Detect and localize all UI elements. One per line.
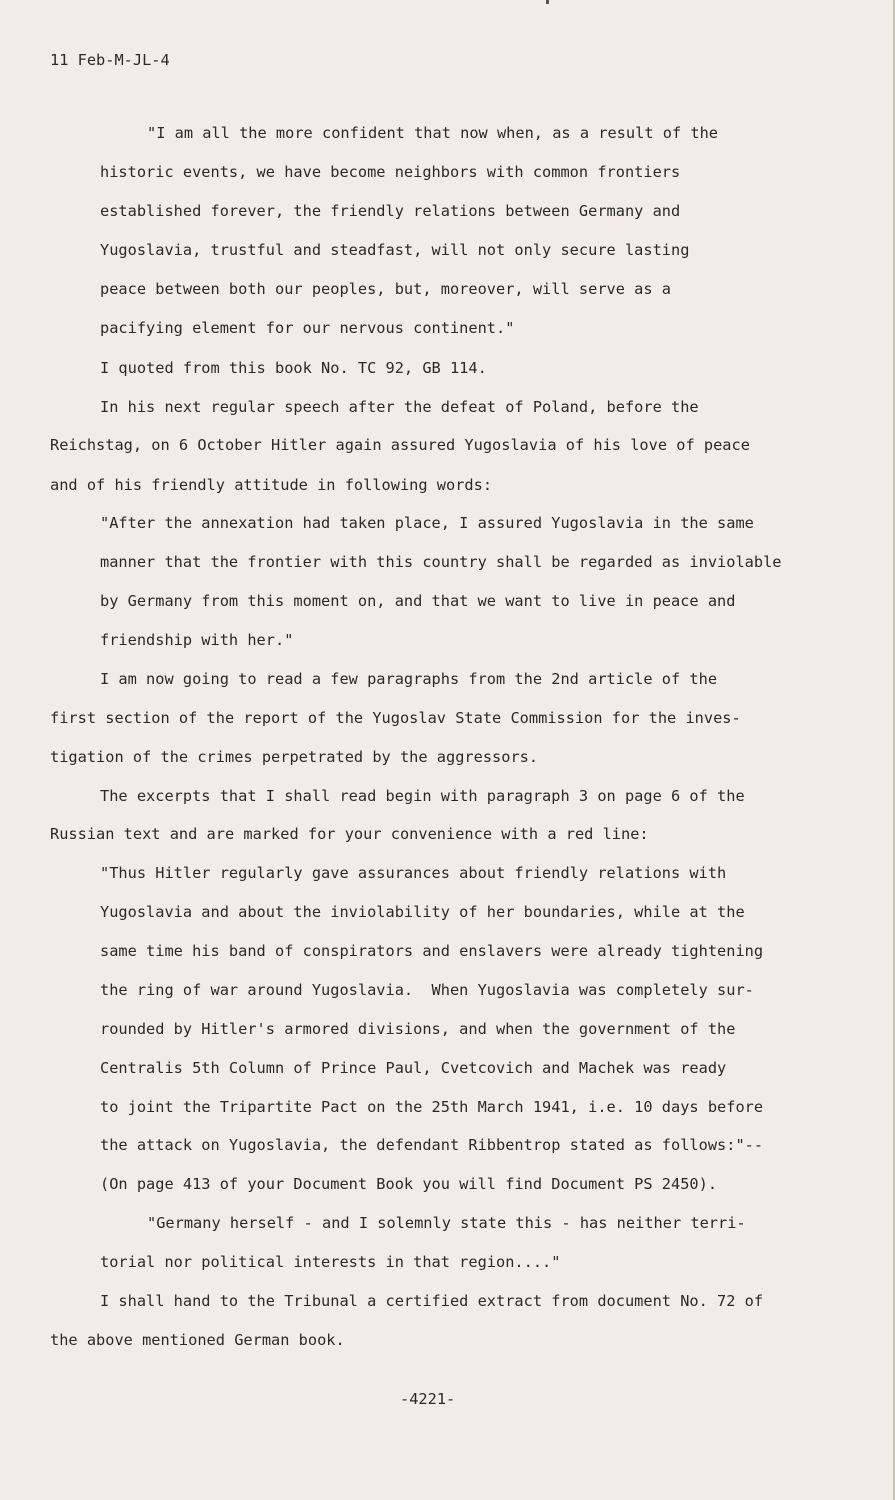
text-line: Yugoslavia and about the inviolability of her boundaries, while at the [100,903,745,921]
text-line: In his next regular speech after the defeat of Poland, before the [100,398,699,416]
text-line: rounded by Hitler's armored divisions, and when the government of the [100,1020,736,1038]
text-line: manner that the frontier with this country shall be regarded as inviolable [100,553,782,571]
text-line: Yugoslavia, trustful and steadfast, will not only secure lasting [100,241,690,259]
text-line: "Thus Hitler regularly gave assurances about friendly relations with [100,864,727,882]
text-line: the ring of war around Yugoslavia. When Yugoslavia was completely sur- [100,981,754,999]
text-line: (On page 413 of your Document Book you will find Document PS 2450). [100,1175,718,1193]
text-line: peace between both our peoples, but, moreover, will serve as a [100,280,671,298]
text-line: to joint the Tripartite Pact on the 25th March 1941, i.e. 10 days before [100,1098,764,1116]
text-line: and of his friendly attitude in following words: [50,476,493,494]
text-line: tigation of the crimes perpetrated by the aggressors. [50,748,539,766]
text-line: "After the annexation had taken place, I assured Yugoslavia in the same [100,514,754,532]
text-line: The excerpts that I shall read begin with paragraph 3 on page 6 of the [100,787,745,805]
page-number: -4221- [400,1390,456,1408]
text-line: pacifying element for our nervous continent." [100,319,515,337]
text-line: torial nor political interests in that region...." [100,1253,561,1271]
text-line: established forever, the friendly relations between Germany and [100,202,681,220]
text-line: historic events, we have become neighbors with common frontiers [100,163,681,181]
text-line: Russian text and are marked for your convenience with a red line: [50,825,649,843]
text-line: the attack on Yugoslavia, the defendant Ribbentrop stated as follows:"-- [100,1136,764,1154]
text-line: I shall hand to the Tribunal a certified extract from document No. 72 of [100,1292,764,1310]
text-line: friendship with her." [100,631,294,649]
document-reference: 11 Feb-M-JL-4 [50,51,170,69]
text-line: Centralis 5th Column of Prince Paul, Cvetcovich and Machek was ready [100,1059,727,1077]
top-edge-mark [546,0,549,4]
text-line: "I am all the more confident that now when, as a result of the [147,124,718,142]
text-line: by Germany from this moment on, and that we want to live in peace and [100,592,736,610]
text-line: same time his band of conspirators and enslavers were already tightening [100,942,764,960]
text-line: first section of the report of the Yugoslav State Commission for the inves- [50,709,741,727]
text-line: the above mentioned German book. [50,1331,345,1349]
text-line: I quoted from this book No. TC 92, GB 114. [100,359,487,377]
text-line: "Germany herself - and I solemnly state this - has neither terri- [147,1214,746,1232]
text-line: I am now going to read a few paragraphs from the 2nd article of the [100,670,718,688]
text-line: Reichstag, on 6 October Hitler again assured Yugoslavia of his love of peace [50,436,750,454]
